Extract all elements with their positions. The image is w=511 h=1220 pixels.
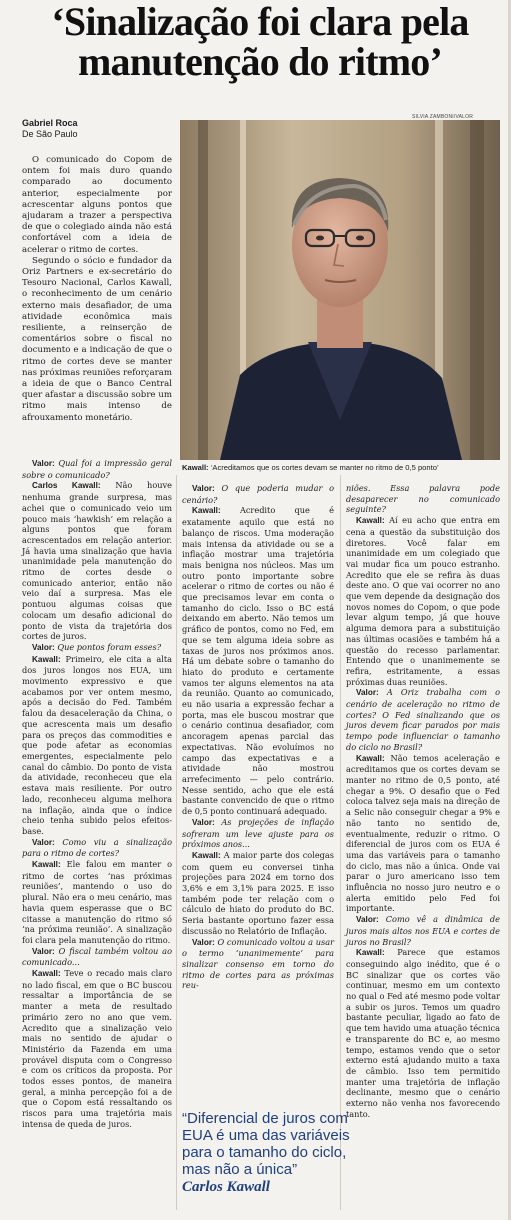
photo-caption [182, 463, 439, 472]
caption-quote: ‘Acreditamos que os cortes devam se manter no ritmo de 0,5 ponto’ [210, 463, 439, 472]
answer: Não temos aceleração e acreditamos que os cortes devam se manter no ritmo de 0,5 ponto, até chegar a 9%. O desafio que o Fed coloca talvez seja mais na direção de a Selic não conseguir chegar a 9% e não tanto no sentido de, eventualmente, reduzir o ritmo. O diferencial de juros com os EUA é uma das variáveis para o tamanho do ciclo, mas não a única. Onde vai parar o juro americano isso tem influência no nosso juro neutro e o alerta emitido pelo Fed foi importante. [346, 752, 500, 914]
question: O fiscal também voltou ao comunicado... [22, 945, 172, 968]
speaker-valor: Valor: [32, 946, 55, 956]
question: Que pontos foram esses? [57, 641, 162, 652]
speaker-valor: Valor: [192, 484, 215, 493]
question: Como viu a sinalização para o ritmo de cortes? [22, 836, 172, 859]
pull-quote-text: “Diferencial de juros com EUA é uma das variáveis para o tamanho do ciclo, mas não a única” [182, 1110, 350, 1178]
question: O que poderia mudar o cenário? [182, 483, 334, 505]
speaker-kawall: Kawall: [32, 860, 61, 870]
question: O comunicado voltou a usar o termo ‘unanimemente’ para sinalizar consenso em torno do ritmo de cortes para as próximas reu- [182, 936, 334, 991]
interview-column-1 [22, 458, 172, 1130]
lead-paragraph: Segundo o sócio e fundador da Oriz Partners e ex-secretário do Tesouro Nacional, Carlos Kawall, o reconhecimento de um cenário externo mais desafiador, de uma atividade econômica mais resiliente, a reinserção de comentários sobre o fiscal no documento e a indicação de que o ritmo de cortes deve se manter nas próximas reuniões reforçaram a ideia de que o Banco Central quer afastar a discussão sobre um ritmo mais intenso de afrouxamento monetário. [22, 255, 172, 423]
speaker-kawall: Kawall: [192, 850, 221, 860]
question: Como vê a dinâmica de juros mais altos nos EUA e cortes de juros no Brasil? [346, 914, 500, 947]
interview-column-3 [346, 483, 500, 1119]
portrait-photo [180, 120, 500, 460]
speaker-valor: Valor: [192, 817, 215, 827]
answer: Aí eu acho que entra em cena a questão da substituição dos diretores. Você falar em unanimidade em um colegiado que vai mudar fica um pouco estranho. Acredito que ele se refira às duas deste ano. O que vai ocorrer no ano que vem depende da designação dos novos nomes do Copom, o que pode levar algum tempo, já que houve alguma demora para a substituição nas últimas ocasiões e também há a questão do recesso parlamentar. Entendo que o unanimemente se refira, estritamente, a essas próximas duas reuniões. [346, 515, 500, 687]
answer: Primeiro, ele cita a alta dos juros longos nos EUA, um movimento expressivo e que acabamos por ver ontem mesmo, após a decisão do Fed. Também falou da desaceleração da China, o que acrescenta mais um desafio para os preços das commodities e que pode afetar as economias emergentes, especialmente pelo canal do câmbio. Do ponto de vista da atividade, reconheceu que ela estava mais resiliente. Por outro lado, reconheceu alguma melhora na inflação, ainda que o índice cheio tenha subido pelos efeitos-base. [22, 653, 172, 836]
question: niões. Essa palavra pode desaparecer no comunicado seguinte? [346, 483, 500, 515]
lead-column [22, 155, 172, 424]
speaker-valor: Valor: [32, 642, 55, 652]
speaker-valor: Valor: [356, 688, 379, 698]
photo-credit: SILVIA ZAMBONI/VALOR [412, 114, 474, 120]
lead-paragraph: O comunicado do Copom de ontem foi mais duro quando comparado ao documento anterior, especialmente por acrescentar alguns pontos que ajudaram a trazer a perspectiva de que o colegiado ainda não está confortável com a ideia de acelerar o ritmo de cortes. [22, 155, 172, 255]
answer: Parece que estamos conseguindo algo inédito, que é o BC sinalizar que os cortes vão continuar, mesmo em um contexto no qual o Fed até mesmo pode voltar a subir os juros. Temos um quadro bastante peculiar, ligado ao fato de que tem havido uma atuação técnica e transparente do BC e, ao mesmo tempo, estamos vendo que o setor externo está ajudando muito a taxa de câmbio. Isso tem permitido manter uma trajetória de inflação declinante, mesmo que o cenário externo não venha nos favorecendo tanto. [346, 947, 500, 1119]
speaker-kawall: Kawall: [32, 969, 61, 979]
answer: Acredito que é exatamente aquilo que está no balanço de riscos. Uma moderação mais intensa da atividade ou se a inflação mostrar uma trajetória mais benigna nos núcleos. Mas um outro ponto importante sobre acelerar o ritmo de cortes ou não é que precisamos levar em conta o tamanho do ciclo. Isso o BC está deixando em aberto. Não temos um gráfico de pontos, como no Fed, em que se tem alguma ideia sobre as taxas de juros nos próximos anos. Há um debate sobre o tamanho do hiato do produto e certamente vamos ter alguns elementos na ata da reunião. Quanto ao comunicado, eu não usaria a expressão fechar a porta, mas ele buscou mostrar que o cenário continua desafiador, com ancoragem apenas parcial das expectativas. Não evoluímos no campo das expectativas e a atividade não mostrou arrefecimento — pelo contrário. Nesse sentido, acho que ele está bastante convencido de que o ritmo de 0,5 ponto continuará adequado. [182, 505, 334, 817]
column-divider [340, 475, 341, 1210]
byline-location: De São Paulo [22, 129, 78, 139]
caption-name: Kawall: [182, 463, 209, 472]
speaker-kawall: Kawall: [32, 654, 61, 664]
speaker-kawall: Kawall: [356, 753, 385, 763]
speaker-valor: Valor: [32, 459, 55, 468]
answer: A maior parte dos colegas com quem eu conversei tinha projeções para 2024 em torno dos 3,6% e em 3,1% para 2025. E isso também pode ter relação com o cálculo de hiato do produto do BC. Seria bastante oportuno fazer essa discussão no Relatório de Inflação. [182, 849, 334, 936]
speaker-kawall: Kawall: [356, 516, 385, 526]
speaker-kawall: Kawall: [192, 506, 221, 516]
question: Qual foi a impressão geral sobre o comunicado? [22, 458, 172, 480]
byline [22, 118, 78, 140]
speaker-valor: Valor: [32, 837, 55, 847]
headline: ‘Sinalização foi clara pela manutenção do ritmo’ [51, 0, 469, 84]
speaker-kawall: Kawall: [356, 948, 385, 958]
byline-author: Gabriel Roca [22, 118, 78, 128]
answer: Ele falou em manter o ritmo de cortes ‘nas próximas reuniões’, mantendo o uso do plural. Não era o meu cenário, mas havia quem esperasse que o BC citasse a manutenção do ritmo só ‘na próxima reunião’. A sinalização foi clara pela manutenção do ritmo. [22, 859, 172, 945]
speaker-valor: Valor: [192, 937, 215, 947]
column-divider [176, 475, 177, 1210]
answer: Não houve nenhuma grande surpresa, mas achei que o comunicado veio um pouco mais ‘hawkish’ em relação a alguns pontos que foram acrescentados em relação anterior. Já havia uma sinalização que havia unanimidade pela manutenção do ritmo de cortes desde o comunicado anterior, então não veio daí a surpresa. Mas ele pontuou algumas coisas que colocam um desafio adicional do ponto de vista da trajetória dos cortes de juros. [22, 480, 172, 642]
interview-column-2 [182, 483, 334, 991]
speaker-kawall: Carlos Kawall: [32, 481, 101, 491]
speaker-valor: Valor: [356, 915, 379, 925]
question: As projeções de inflação sofreram um leve ajuste para os próximos anos... [182, 816, 334, 850]
pull-quote-author: Carlos Kawall [182, 1179, 270, 1195]
pull-quote [182, 1110, 352, 1196]
answer: Teve o recado mais claro no lado fiscal, em que o BC buscou ressaltar a importância de se manter a meta de resultado primário zero no ano que vem. Acredito que a sinalização veio mais no sentido de ajudar o Ministério da Fazenda em uma provável disputa com o Congresso e com os críticos da proposta. Por todos esses pontos, de maneira geral, a minha percepção foi a de que o Copom está ressaltando os riscos para uma trajetória mais intensa de queda de juros. [22, 968, 172, 1129]
portrait-illustration [180, 120, 500, 460]
question: A Oriz trabalha com o cenário de aceleração no ritmo de cortes? O Fed sinalizando que os juros devem ficar parados por mais tempo pode influenciar o tamanho do ciclo no Brasil? [346, 687, 500, 752]
